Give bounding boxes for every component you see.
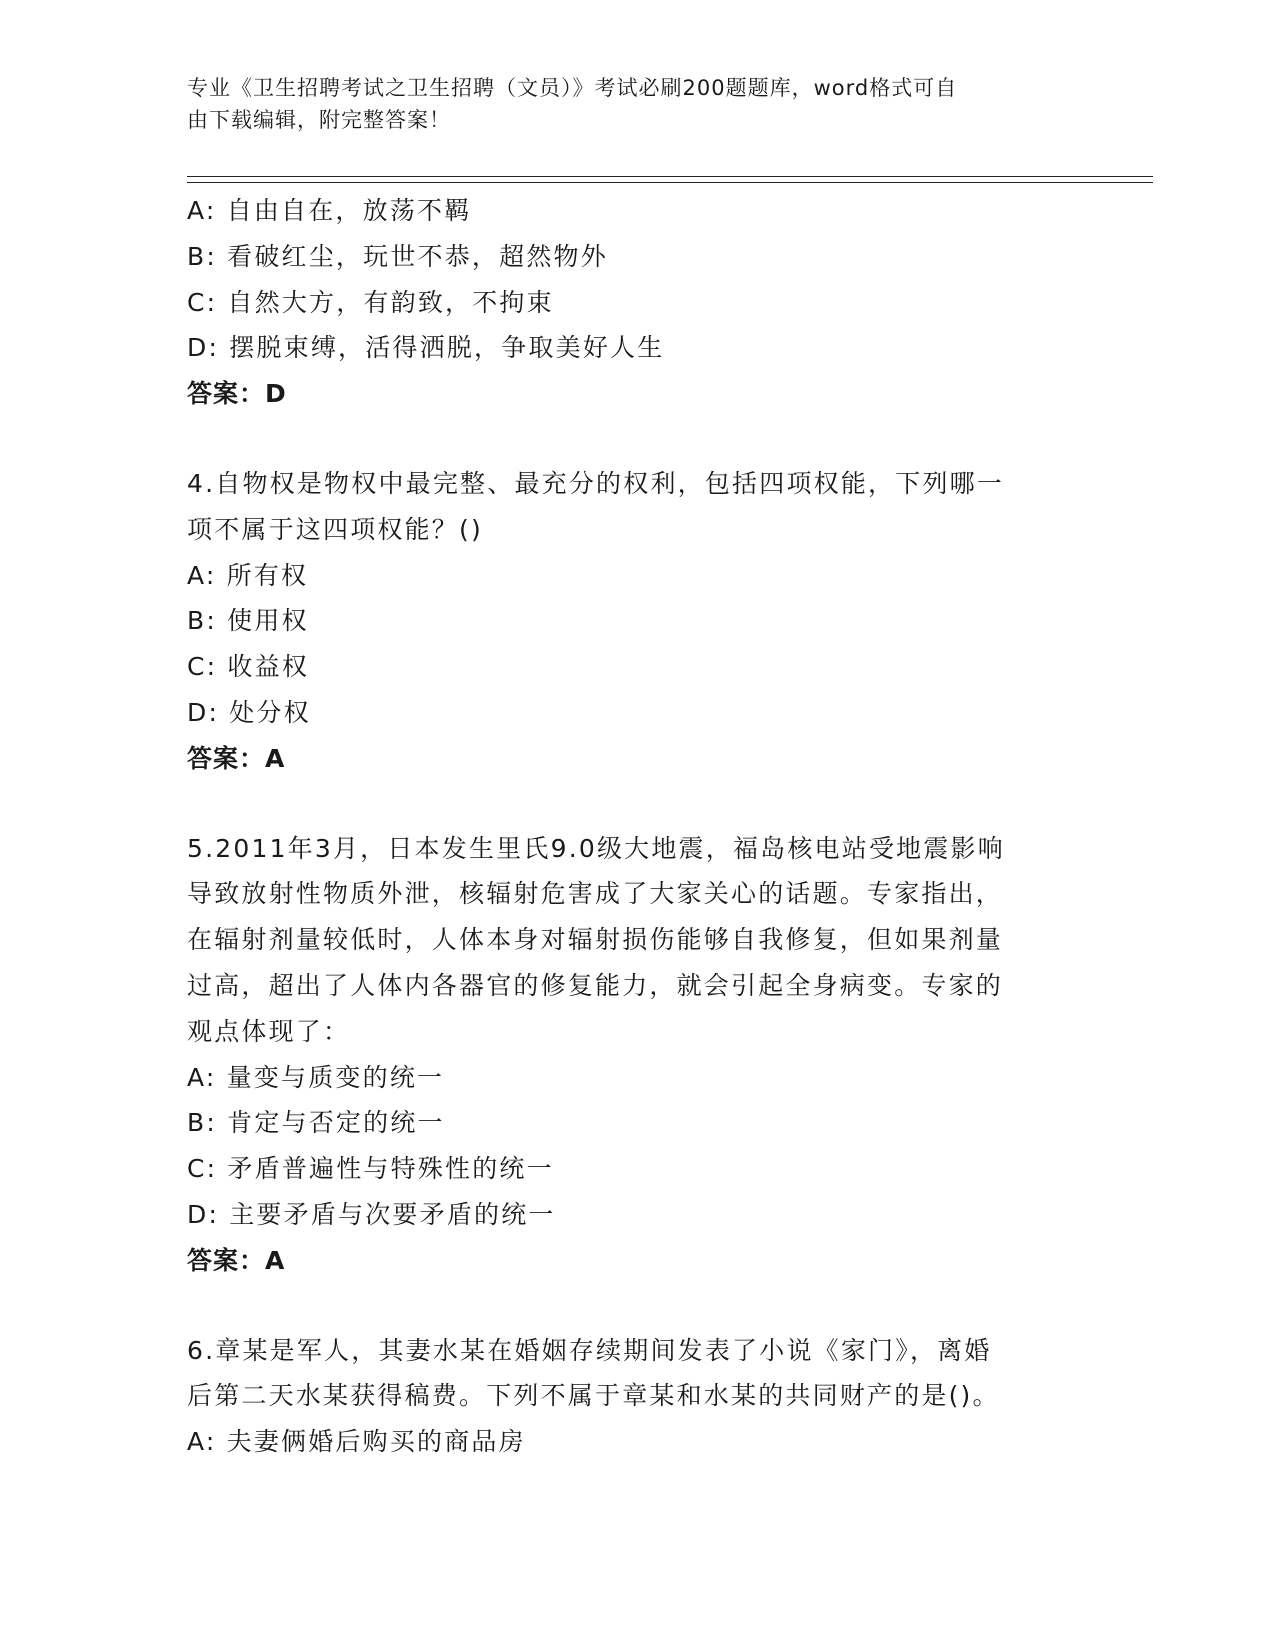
option-d: D: 主要矛盾与次要矛盾的统一	[187, 1199, 556, 1229]
header-line-2: 由下载编辑，附完整答案！	[187, 108, 451, 132]
option-a: A: 夫妻俩婚后购买的商品房	[187, 1427, 526, 1457]
question-4	[187, 461, 1067, 782]
question-stem-line: 6.章某是军人，其妻水某在婚姻存续期间发表了小说《家门》，离婚	[187, 1335, 992, 1365]
option-b: B: 看破红尘，玩世不恭，超然物外	[187, 241, 608, 271]
question-stem-line: 项不属于这四项权能？()	[187, 514, 483, 544]
question-stem-line: 4.自物权是物权中最完整、最充分的权利，包括四项权能，下列哪一	[187, 468, 1005, 498]
question-stem-line: 在辐射剂量较低时，人体本身对辐射损伤能够自我修复，但如果剂量	[187, 925, 1004, 955]
question-stem-line: 观点体现了：	[187, 1016, 351, 1046]
header-line-1: 专业《卫生招聘考试之卫生招聘（文员）》考试必刷200题题库，word格式可自	[187, 76, 958, 100]
option-c: C: 收益权	[187, 652, 310, 682]
option-c: C: 自然大方，有韵致，不拘束	[187, 287, 554, 317]
option-c: C: 矛盾普遍性与特殊性的统一	[187, 1154, 554, 1184]
question-stem-line: 后第二天水某获得稿费。下列不属于章某和水某的共同财产的是()。	[187, 1381, 1000, 1411]
option-b: B: 肯定与否定的统一	[187, 1108, 445, 1138]
header-divider-top	[187, 176, 1153, 177]
question-stem-line: 5.2011年3月，日本发生里氏9.0级大地震，福岛核电站受地震影响	[187, 833, 1005, 863]
option-a: A: 所有权	[187, 560, 309, 590]
answer-line: 答案：A	[187, 743, 286, 773]
option-d: D: 处分权	[187, 697, 311, 727]
question-6	[187, 1328, 1067, 1465]
document-header	[187, 72, 1067, 136]
question-3	[187, 188, 1067, 417]
option-a: A: 量变与质变的统一	[187, 1062, 445, 1092]
question-list	[187, 188, 1067, 1465]
answer-line: 答案：A	[187, 1245, 286, 1275]
question-5	[187, 826, 1067, 1284]
question-stem-line: 过高，超出了人体内各器官的修复能力，就会引起全身病变。专家的	[187, 970, 1004, 1000]
option-a: A: 自由自在，放荡不羁	[187, 196, 472, 225]
option-b: B: 使用权	[187, 606, 309, 636]
answer-line: 答案：D	[187, 379, 287, 409]
header-divider-bottom	[187, 182, 1153, 183]
option-d: D: 摆脱束缚，活得洒脱，争取美好人生	[187, 333, 665, 363]
question-stem-line: 导致放射性物质外泄，核辐射危害成了大家关心的话题。专家指出，	[187, 879, 1004, 909]
